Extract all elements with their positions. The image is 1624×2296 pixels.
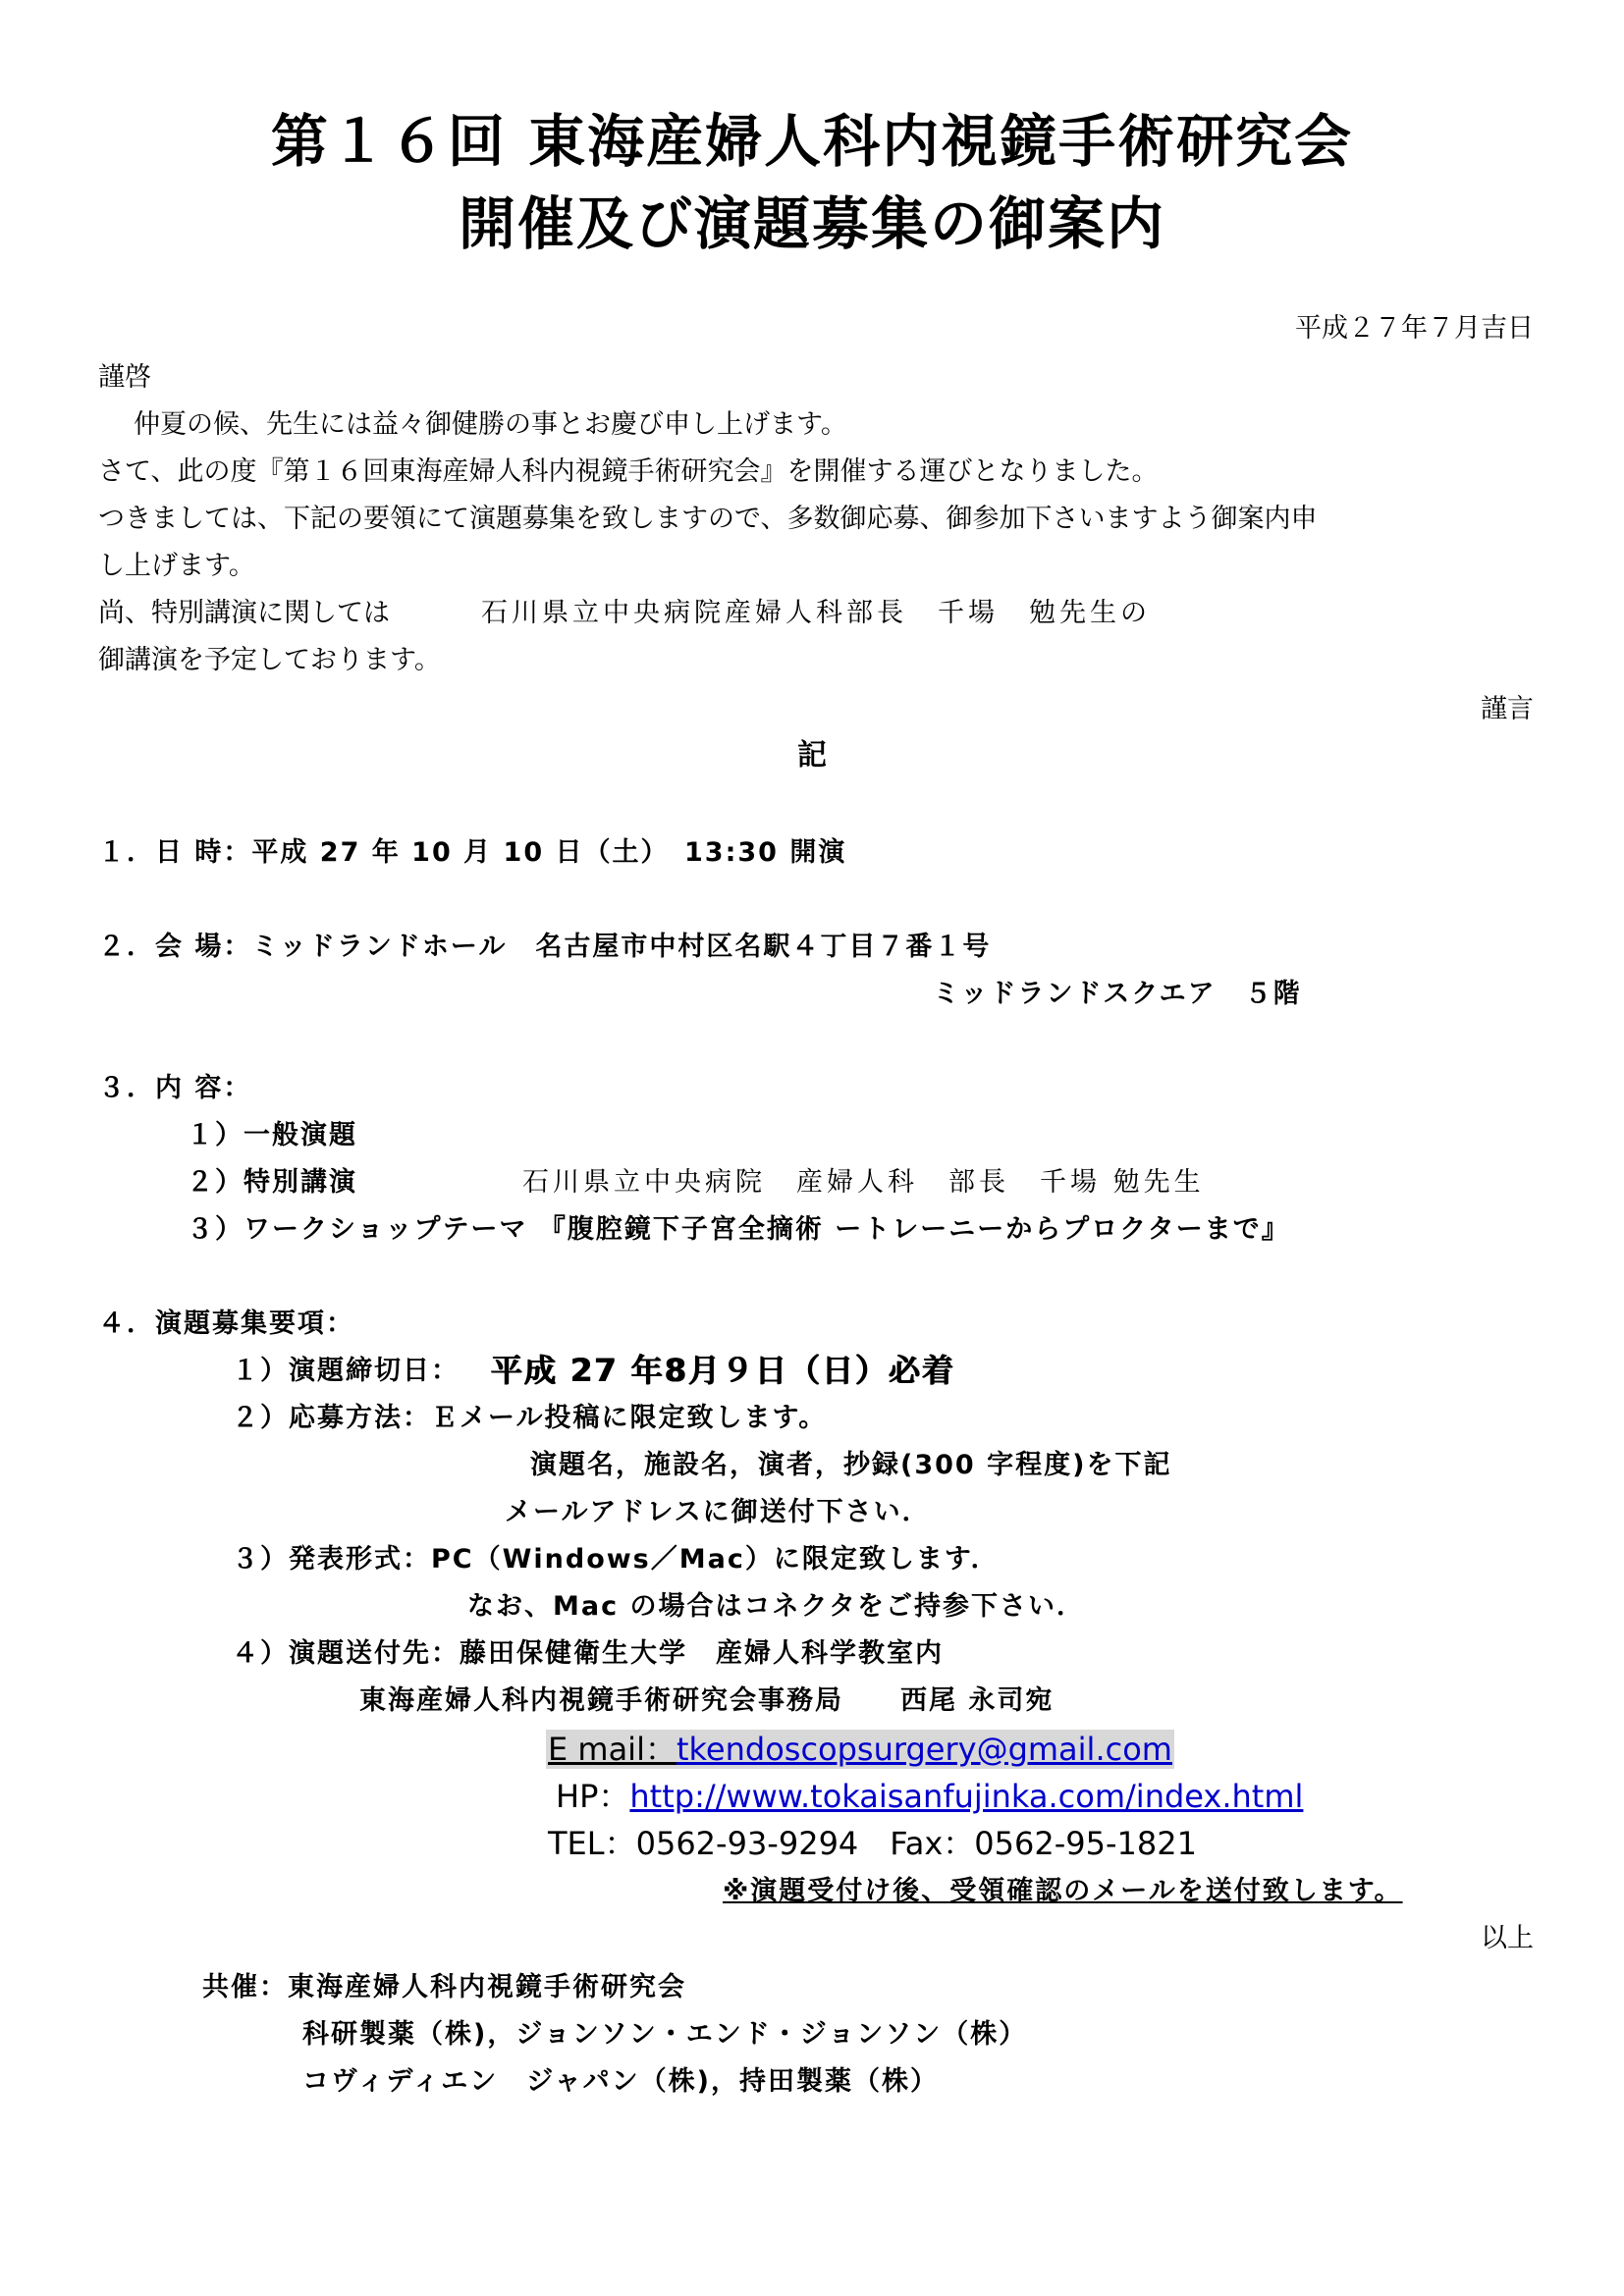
greeting-paragraph-3a: つきましては、下記の要領にて演題募集を致しますので、多数御応募、御参加下さいますよう御案内申 — [98, 504, 1318, 534]
closing-salutation: 謹言 — [1481, 694, 1534, 724]
item-venue-line-1: ２．会 場：ミッドランドホール 名古屋市中村区名駅４丁目７番１号 — [98, 932, 992, 962]
issue-date: 平成２７年７月吉日 — [1295, 313, 1534, 344]
destination-line-1: ４）演題送付先：藤田保健衛生大学 産婦人科学教室内 — [232, 1638, 944, 1669]
email-link[interactable]: tkendoscopsurgery@gmail.com — [676, 1731, 1172, 1768]
method-line-3: メールアドレスに御送付下さい． — [505, 1497, 931, 1527]
greeting-paragraph-3b: し上げます。 — [98, 551, 255, 581]
email-label: E mail： — [548, 1731, 677, 1768]
greeting-paragraph-4a: 尚、特別講演に関しては — [98, 598, 390, 628]
contents-general: １）一般演題 — [187, 1120, 357, 1150]
contents-special-label: ２）特別講演 — [187, 1167, 357, 1198]
format-line-1: ３）発表形式：PC（Windows／Mac）に限定致します． — [232, 1544, 1000, 1575]
method-line-2: 演題名，施設名，演者，抄録(300 字程度)を下記 — [530, 1450, 1172, 1480]
greeting-paragraph-2: さて、此の度『第１６回東海産婦人科内視鏡手術研究会』を開催する運びとなりました。 — [98, 456, 1159, 487]
contents-workshop: ３）ワークショップテーマ 『腹腔鏡下子宮全摘術 ートレーニーからプロクターまで』 — [187, 1214, 1290, 1245]
title-line-2: 開催及び演題募集の御案内 — [458, 190, 1165, 257]
item-datetime: １．日 時：平成 27 年 10 月 10 日（土） 13:30 開演 — [98, 837, 847, 868]
greeting-paragraph-4b: 石川県立中央病院産婦人科部長 千場 勉先生の — [481, 598, 1151, 628]
item-venue-line-2: ミッドランドスクエア ５階 — [933, 979, 1302, 1009]
greeting-paragraph-5: 御講演を予定しております。 — [98, 645, 441, 675]
email-row — [546, 1730, 1174, 1769]
destination-line-2: 東海産婦人科内視鏡手術研究会事務局 西尾 永司宛 — [359, 1685, 1055, 1716]
item-contents-heading: ３．内 容： — [98, 1073, 252, 1103]
ki-heading: 記 — [797, 738, 827, 773]
cosponsor-line-3: コヴィディエン ジャパン（株)，持田製薬（株） — [302, 2066, 940, 2097]
receipt-notice: ※演題受付け後、受領確認のメールを送付致します。 — [723, 1876, 1403, 1906]
homepage-row — [556, 1777, 1303, 1816]
opening-salutation: 謹啓 — [98, 362, 151, 393]
homepage-label: HP： — [556, 1778, 630, 1815]
format-line-2: なお、Mac の場合はコネクタをご持参下さい． — [467, 1591, 1085, 1622]
ijou: 以上 — [1481, 1923, 1534, 1953]
cosponsor-line-2: 科研製薬（株)，ジョンソン・エンド・ジョンソン（株） — [302, 2019, 1028, 2050]
deadline-label: １）演題締切日： — [232, 1356, 460, 1386]
homepage-link[interactable]: http://www.tokaisanfujinka.com/index.html — [629, 1778, 1304, 1815]
tel-fax: TEL：0562-93-9294 Fax：0562-95-1821 — [548, 1825, 1197, 1862]
greeting-paragraph-1: 仲夏の候、先生には益々御健勝の事とお慶び申し上げます。 — [134, 409, 847, 440]
deadline-value: 平成 27 年8月９日（日）必着 — [491, 1352, 956, 1389]
method-line-1: ２）応募方法：Ｅメール投稿に限定致します。 — [232, 1403, 828, 1433]
contents-special-detail: 石川県立中央病院 産婦人科 部長 千場 勉先生 — [522, 1167, 1205, 1198]
title-line-1: 第１６回 東海産婦人科内視鏡手術研究会 — [270, 108, 1354, 175]
cosponsor-line-1: 共催：東海産婦人科内視鏡手術研究会 — [202, 1972, 686, 2002]
item-call-heading: ４．演題募集要項： — [98, 1308, 354, 1339]
